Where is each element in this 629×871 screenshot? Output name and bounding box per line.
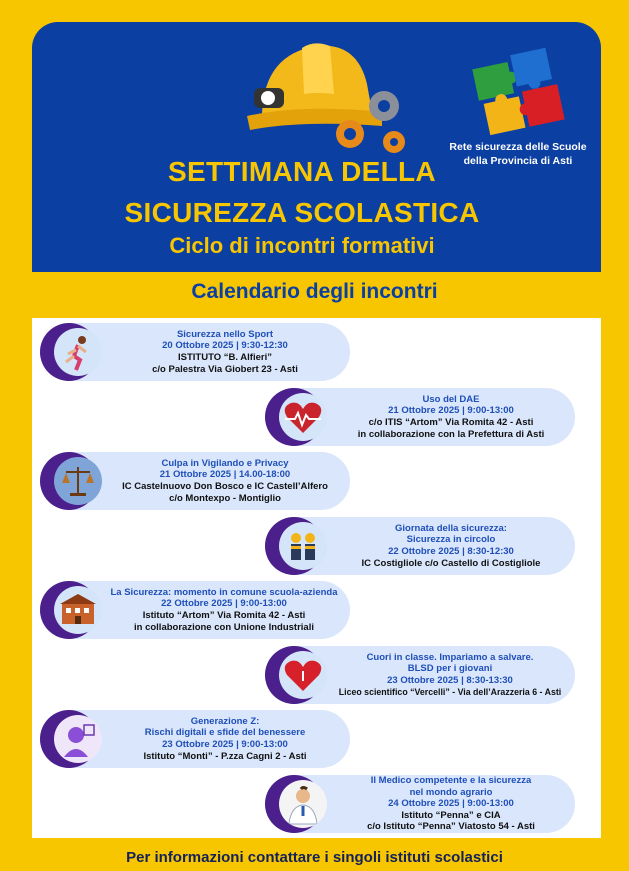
doctor-icon (279, 780, 327, 828)
heart-icon (279, 651, 327, 699)
event-title: Sicurezza nello Sport (176, 328, 274, 340)
event-date: 21 Ottobre 2025 | 14.00-18:00 (159, 469, 291, 481)
network-line-2: della Provincia di Asti (463, 155, 573, 167)
subtitle: Ciclo di incontri formativi (169, 233, 435, 258)
scales-icon (54, 457, 102, 505)
event-card (40, 452, 350, 510)
event-venue: Istituto “Penna” e CIA (401, 809, 501, 821)
event-venue: Liceo scientifico “Vercelli” - Via dell’Arazzeria 6 - Asti (338, 686, 562, 697)
event-venue: Istituto “Artom” Via Romita 42 - Asti (142, 610, 306, 621)
event-card (40, 323, 350, 381)
event-venue: ISTITUTO “B. Alfieri” (178, 352, 272, 363)
calendar-title: Calendario degli incontri (191, 280, 438, 303)
event-card (265, 517, 575, 575)
event-venue: IC Castelnuovo Don Bosco e IC Castell’Alfero (122, 481, 328, 492)
event-card (40, 581, 350, 639)
event-venue: IC Costigliole c/o Castello di Costigliole (361, 557, 541, 569)
event-card (265, 775, 575, 833)
title-line-2: SICUREZZA SCOLASTICA (124, 197, 480, 228)
event-address: in collaborazione con la Prefettura di Asti (357, 428, 545, 440)
event-title: Cuori in classe. Impariamo a salvare. (366, 651, 534, 663)
event-address: c/o Montexpo - Montiglio (169, 492, 281, 504)
event-date: 24 Ottobre 2025 | 9:00-13:00 (388, 798, 514, 810)
footer-note: Per informazioni contattare i singoli istituti scolastici (126, 849, 503, 866)
event-address: c/o Istituto “Penna” Viatosto 54 - Asti (367, 821, 535, 833)
event-date: 23 Ottobre 2025 | 8:30-13:30 (387, 675, 513, 686)
network-label (443, 140, 593, 168)
event-title: La Sicurezza: momento in comune scuola-azienda (110, 586, 338, 598)
event-address: in collaborazione con Unione Industriali (134, 621, 314, 633)
event-title: Uso del DAE (422, 393, 480, 405)
event-date: 22 Ottobre 2025 | 9:00-13:00 (161, 598, 287, 610)
school-building-icon (54, 586, 102, 634)
title-line-1: SETTIMANA DELLA (168, 156, 436, 187)
event-date: 21 Ottobre 2025 | 9:00-13:00 (388, 405, 514, 417)
helmet-gears-icon (242, 34, 422, 154)
heart-pulse-icon (279, 393, 327, 441)
event-venue: c/o ITIS “Artom” Via Romita 42 - Asti (368, 417, 534, 428)
event-card (265, 388, 575, 446)
workers-icon (279, 522, 327, 570)
event-subtitle: nel mondo agrario (409, 786, 493, 798)
event-subtitle: BLSD per i giovani (407, 663, 493, 675)
event-date: 20 Ottobre 2025 | 9:30-12:30 (162, 340, 288, 352)
puzzle-logo-icon (470, 42, 570, 142)
event-venue: Istituto “Monti” - P.zza Cagni 2 - Asti (143, 750, 307, 762)
event-address: c/o Palestra Via Giobert 23 - Asti (152, 363, 298, 375)
event-title: Generazione Z: (190, 715, 260, 727)
event-title: Culpa in Vigilando e Privacy (161, 457, 289, 469)
event-title: Giornata della sicurezza: (395, 522, 507, 534)
event-subtitle: Rischi digitali e sfide del benessere (144, 727, 306, 739)
header-banner (32, 22, 601, 272)
digital-person-icon (54, 715, 102, 763)
event-subtitle: Sicurezza in circolo (406, 534, 496, 546)
event-date: 22 Ottobre 2025 | 8:30-12:30 (388, 546, 514, 557)
runner-icon (54, 328, 102, 376)
event-card (40, 710, 350, 768)
network-line-1: Rete sicurezza delle Scuole (449, 141, 587, 153)
event-date: 23 Ottobre 2025 | 9:00-13:00 (162, 739, 288, 750)
event-title: Il Medico competente e la sicurezza (370, 775, 532, 787)
event-card (265, 646, 575, 704)
